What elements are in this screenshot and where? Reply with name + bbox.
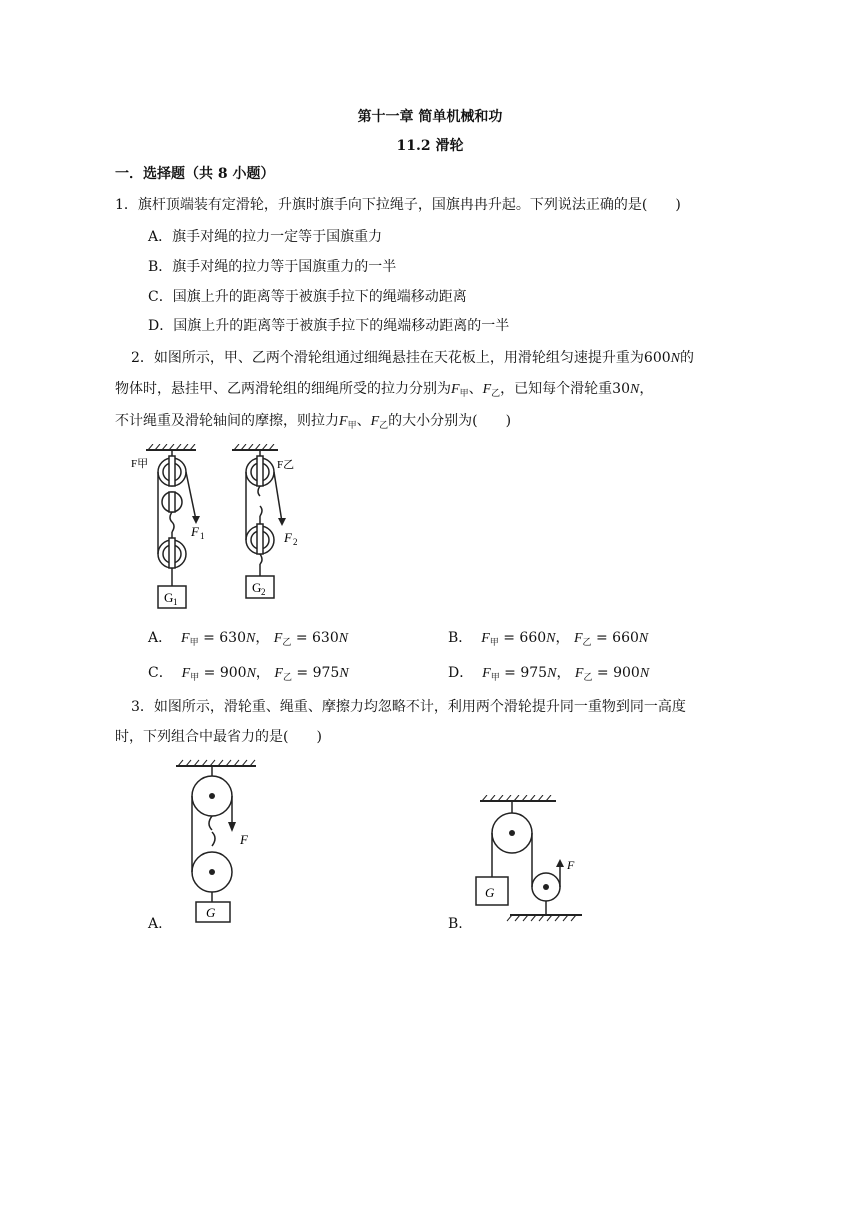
- q1-option-c: C．国旗上升的距离等于被旗手拉下的绳端移动距离: [148, 289, 467, 305]
- pulley-group-yi: [246, 450, 282, 598]
- separator: ，: [255, 630, 270, 646]
- unit: N: [639, 666, 650, 681]
- value: 630: [219, 630, 246, 646]
- q2-text: 的大小分别为( ): [388, 413, 512, 429]
- subscript: 甲: [489, 638, 499, 648]
- subscript: 甲: [190, 673, 200, 683]
- value: 975: [520, 665, 548, 681]
- separator: ，: [556, 665, 571, 681]
- arrow-up-icon: [556, 859, 564, 867]
- q3-stem-line2: 时，下列组合中最省力的是( ): [115, 729, 322, 745]
- q1-option-d: D．国旗上升的距离等于被旗手拉下的绳端移动距离的一半: [148, 318, 510, 334]
- subscript: 乙: [491, 389, 501, 399]
- value: 975: [312, 665, 340, 681]
- label-g2: G: [252, 580, 262, 595]
- q2-wheel-value: 30: [612, 381, 630, 397]
- section-heading: 一．选择题（共 8 小题）: [115, 166, 275, 182]
- equals: =: [295, 630, 308, 646]
- q3a-weight-label: G: [206, 905, 216, 920]
- subscript: 乙: [282, 638, 292, 648]
- separator: ，: [555, 630, 570, 646]
- q3-stem-line1: 3．如图所示，滑轮重、绳重、摩擦力均忽略不计，利用两个滑轮提升同一重物到同一高度: [131, 699, 686, 715]
- q3-figure-a: [170, 758, 270, 928]
- q3b-weight-label: G: [485, 885, 495, 900]
- force-symbol: F: [482, 666, 491, 681]
- unit: N: [629, 382, 640, 397]
- label-fyi: F乙: [277, 459, 295, 471]
- label-g1-sub: 1: [173, 597, 178, 607]
- q2-text: 物体时，悬挂甲、乙两滑轮组的细绳所受的拉力分别为: [115, 381, 451, 397]
- separator: 、: [468, 381, 483, 397]
- label-f2-sub: 2: [293, 537, 298, 547]
- subscript: 甲: [459, 389, 469, 399]
- subscript: 乙: [379, 421, 389, 431]
- option-letter: A．: [148, 630, 173, 646]
- force-symbol: F: [481, 631, 490, 646]
- ceiling-left: [146, 444, 196, 450]
- q3a-force-label: F: [240, 832, 248, 847]
- unit: N: [339, 666, 349, 681]
- option-letter: B．: [448, 630, 473, 646]
- q2-weight-unit: N: [670, 351, 680, 366]
- equals: =: [296, 665, 309, 681]
- q2-stem-line2: [115, 378, 653, 399]
- force-symbol: F: [181, 666, 191, 681]
- chapter-title: 第十一章 简单机械和功: [357, 109, 503, 125]
- unit: N: [547, 666, 557, 681]
- q2-text: 不计绳重及滑轮轴间的摩擦，则拉力: [115, 413, 339, 429]
- arrow-f2: [278, 518, 286, 526]
- arrow-f1: [192, 516, 200, 524]
- subscript: 乙: [282, 673, 292, 683]
- equals: =: [504, 665, 516, 681]
- label-f2: F: [284, 530, 292, 545]
- separator: 、: [356, 413, 371, 429]
- q1-option-b: B．旗手对绳的拉力等于国旗重力的一半: [148, 259, 397, 275]
- force-symbol: F: [451, 382, 460, 397]
- q3-option-a-letter: A.: [148, 916, 163, 932]
- force-symbol: F: [574, 666, 584, 681]
- unit: N: [246, 666, 256, 681]
- value: 660: [612, 630, 639, 646]
- label-g1: G: [164, 590, 174, 605]
- unit: N: [245, 631, 256, 646]
- unit: N: [338, 631, 349, 646]
- equals: =: [203, 630, 215, 646]
- force-symbol: F: [573, 631, 583, 646]
- q2-stem-line1: [131, 347, 694, 367]
- value: 630: [312, 630, 339, 646]
- force-symbol: F: [274, 666, 283, 681]
- force-symbol: F: [370, 414, 380, 429]
- q2-option-b: [448, 627, 648, 648]
- subscript: 甲: [347, 421, 357, 431]
- value: 660: [519, 630, 547, 646]
- value: 900: [219, 665, 247, 681]
- value: 900: [613, 665, 640, 681]
- arrow-icon: [228, 822, 236, 832]
- unit: N: [638, 631, 649, 646]
- q2-stem-line3: [115, 410, 511, 431]
- q2-option-d: [448, 662, 649, 683]
- equals: =: [596, 665, 609, 681]
- option-letter: C．: [148, 665, 173, 681]
- ceiling-right: [232, 444, 278, 450]
- separator: ，: [639, 381, 654, 397]
- separator: ，: [255, 665, 270, 681]
- subscript: 乙: [582, 638, 592, 648]
- force-symbol: F: [339, 414, 348, 429]
- q3b-force-label: F: [567, 858, 575, 872]
- q2-text: 2．如图所示，甲、乙两个滑轮组通过细绳悬挂在天花板上，用滑轮组匀速提升重为: [131, 350, 644, 366]
- label-f1: F: [191, 524, 199, 539]
- option-letter: D．: [448, 665, 474, 681]
- label-g2-sub: 2: [261, 587, 266, 597]
- q2-option-a: [148, 627, 348, 648]
- q2-pulley-figure: [128, 444, 318, 614]
- q2-weight-value: 600: [643, 350, 671, 366]
- force-symbol: F: [273, 631, 283, 646]
- force-symbol: F: [181, 631, 190, 646]
- section-title: 11.2 滑轮: [396, 138, 464, 154]
- equals: =: [595, 630, 608, 646]
- unit: N: [546, 631, 556, 646]
- q2-option-c: [148, 662, 349, 683]
- subscript: 甲: [189, 638, 199, 648]
- q2-text: ，已知每个滑轮重: [500, 381, 613, 397]
- label-f1-sub: 1: [200, 531, 205, 541]
- q3-option-b-letter: B.: [448, 916, 463, 932]
- equals: =: [503, 630, 515, 646]
- q1-stem: 1．旗杆顶端装有定滑轮，升旗时旗手向下拉绳子，国旗冉冉升起。下列说法正确的是( ): [115, 197, 681, 213]
- equals: =: [203, 665, 216, 681]
- force-symbol: F: [482, 382, 492, 397]
- q2-text: 的: [679, 350, 694, 366]
- subscript: 甲: [490, 673, 500, 683]
- subscript: 乙: [583, 673, 593, 683]
- label-fjia: F甲: [131, 458, 149, 470]
- q1-option-a: A．旗手对绳的拉力一定等于国旗重力: [148, 229, 383, 245]
- q3-figure-b: [470, 795, 590, 930]
